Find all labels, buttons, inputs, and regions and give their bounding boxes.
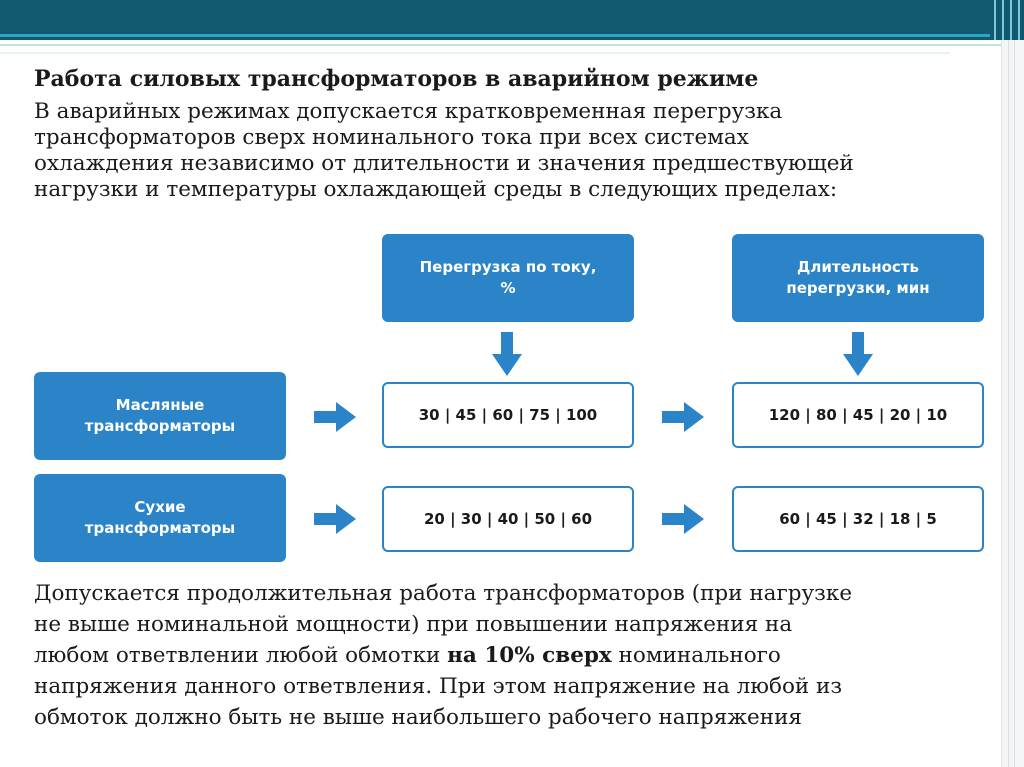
outro-line bbox=[34, 640, 1004, 671]
top-header-bar bbox=[0, 0, 1024, 40]
row-header-oil: Масляные трансформаторы bbox=[34, 372, 286, 460]
intro-paragraph bbox=[34, 99, 1004, 203]
intro-line: трансформаторов сверх номинального тока при всех системах bbox=[34, 125, 749, 150]
outro-line: не выше номинальной мощности) при повышении напряжения на bbox=[34, 612, 793, 637]
right-arrow-icon bbox=[314, 402, 356, 432]
outro-paragraph bbox=[34, 578, 1004, 733]
header-stripes bbox=[990, 0, 1024, 40]
outro-text: любом ответвлении любой обмотки bbox=[34, 643, 448, 668]
header-faint-line bbox=[0, 52, 950, 54]
intro-line: нагрузки и температуры охлаждающей среды в следующих пределах: bbox=[34, 177, 838, 202]
column-header-overload: Перегрузка по току, % bbox=[382, 234, 634, 322]
right-arrow-icon bbox=[662, 504, 704, 534]
down-arrow-icon bbox=[492, 332, 522, 376]
column-header-duration: Длительность перегрузки, мин bbox=[732, 234, 984, 322]
slide-title: Работа силовых трансформаторов в аварийном режиме bbox=[34, 66, 759, 92]
overload-diagram bbox=[32, 230, 992, 570]
row-header-dry: Сухие трансформаторы bbox=[34, 474, 286, 562]
outro-line: Допускается продолжительная работа трансформаторов (при нагрузке bbox=[34, 581, 853, 606]
right-decorative-bar bbox=[1001, 40, 1024, 767]
oil-overload-values: 30 | 45 | 60 | 75 | 100 bbox=[382, 382, 634, 448]
right-arrow-icon bbox=[314, 504, 356, 534]
intro-line: охлаждения независимо от длительности и значения предшествующей bbox=[34, 151, 854, 176]
dry-overload-values: 20 | 30 | 40 | 50 | 60 bbox=[382, 486, 634, 552]
outro-text: номинального bbox=[611, 643, 781, 668]
header-thin-line bbox=[0, 44, 1024, 46]
outro-line: напряжения данного ответвления. При этом напряжение на любой из bbox=[34, 674, 843, 699]
right-arrow-icon bbox=[662, 402, 704, 432]
outro-emphasis: на 10% сверх bbox=[447, 643, 612, 668]
dry-duration-values: 60 | 45 | 32 | 18 | 5 bbox=[732, 486, 984, 552]
outro-line: обмоток должно быть не выше наибольшего рабочего напряжения bbox=[34, 705, 802, 730]
oil-duration-values: 120 | 80 | 45 | 20 | 10 bbox=[732, 382, 984, 448]
intro-line: В аварийных режимах допускается кратковременная перегрузка bbox=[34, 99, 783, 124]
header-accent-line bbox=[0, 34, 1024, 37]
down-arrow-icon bbox=[843, 332, 873, 376]
